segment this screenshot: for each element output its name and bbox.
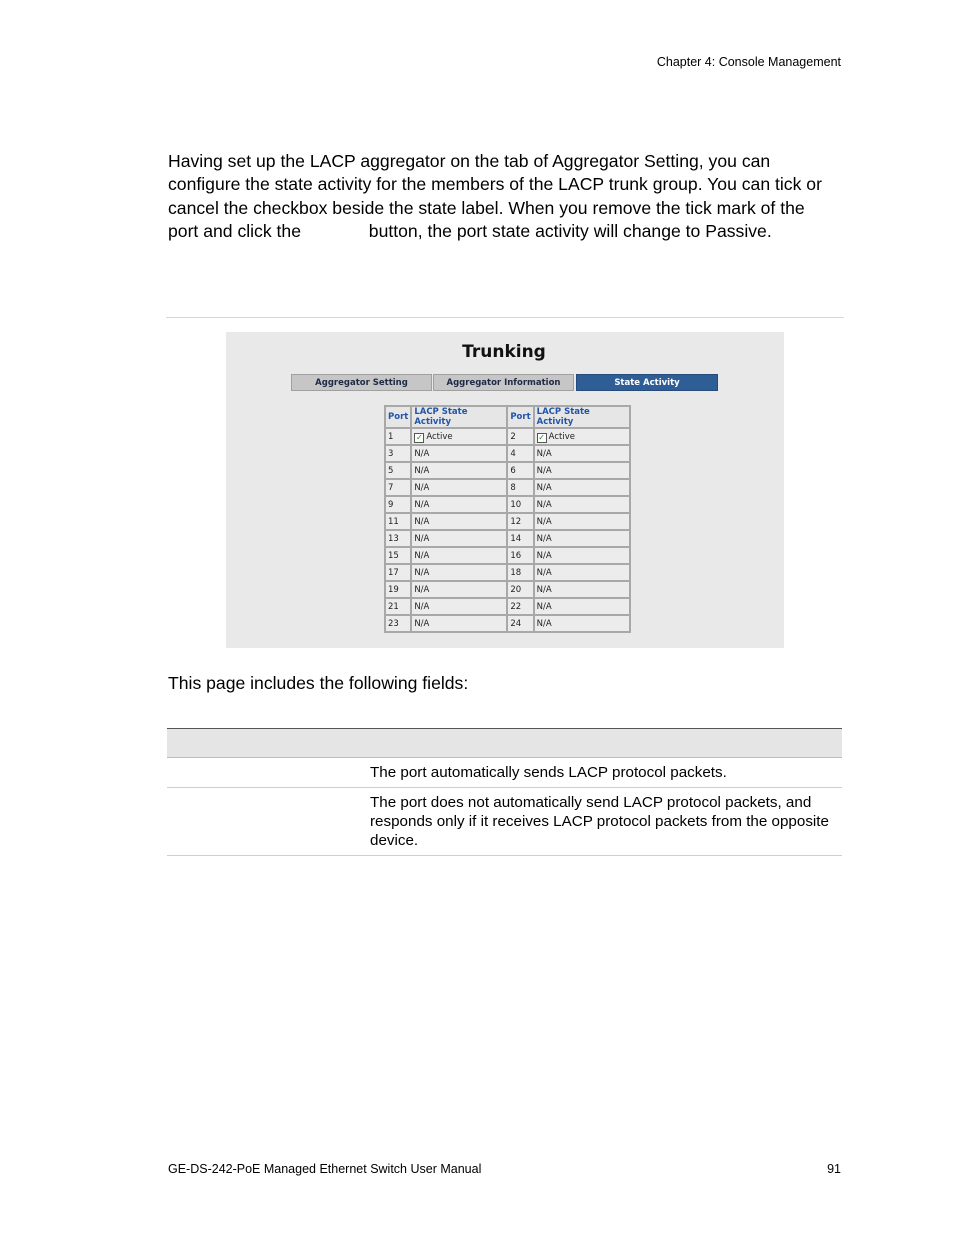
state-value: N/A	[534, 615, 630, 632]
port-number: 9	[385, 496, 411, 513]
port-number: 21	[385, 598, 411, 615]
table-row	[385, 615, 630, 632]
state-value: N/A	[411, 598, 507, 615]
table-row	[385, 581, 630, 598]
fields-header-row	[167, 729, 842, 758]
port-number: 3	[385, 445, 411, 462]
field-description: The port automatically sends LACP protocol packets.	[370, 758, 842, 788]
fields-header-field	[167, 729, 370, 758]
table-row	[385, 513, 630, 530]
state-value: N/A	[534, 462, 630, 479]
state-cell	[534, 428, 630, 445]
intro-text-part2: button, the port state activity will change to Passive.	[368, 220, 772, 241]
table-row	[385, 428, 630, 445]
fields-header-description	[370, 729, 842, 758]
tab-aggregator-information[interactable]: Aggregator Information	[433, 374, 574, 391]
state-value: N/A	[411, 564, 507, 581]
port-number: 4	[507, 445, 533, 462]
table-row	[385, 547, 630, 564]
port-number: 7	[385, 479, 411, 496]
column-header-lacp-state: LACP State Activity	[411, 406, 507, 428]
table-row	[167, 788, 842, 856]
trunking-title: Trunking	[462, 342, 546, 362]
field-name	[167, 788, 370, 856]
port-number: 18	[507, 564, 533, 581]
state-value: N/A	[411, 615, 507, 632]
port-number: 2	[507, 428, 533, 445]
column-header-port: Port	[385, 406, 411, 428]
port-number: 20	[507, 581, 533, 598]
port-number: 15	[385, 547, 411, 564]
table-row	[385, 564, 630, 581]
port-number: 23	[385, 615, 411, 632]
column-header-lacp-state: LACP State Activity	[534, 406, 630, 428]
state-cell	[411, 428, 507, 445]
table-row	[385, 598, 630, 615]
state-value: N/A	[411, 496, 507, 513]
column-header-port: Port	[507, 406, 533, 428]
table-row	[167, 758, 842, 788]
port-number: 6	[507, 462, 533, 479]
table-row	[385, 462, 630, 479]
table-row	[385, 496, 630, 513]
fields-table	[167, 728, 842, 856]
state-value: N/A	[534, 564, 630, 581]
port-number: 5	[385, 462, 411, 479]
port-number: 16	[507, 547, 533, 564]
state-value: N/A	[534, 496, 630, 513]
state-value: N/A	[534, 598, 630, 615]
table-header-row	[385, 406, 630, 428]
state-value: N/A	[534, 530, 630, 547]
tab-aggregator-setting[interactable]: Aggregator Setting	[291, 374, 432, 391]
state-value: N/A	[411, 530, 507, 547]
active-checkbox[interactable]: ✓	[415, 432, 423, 442]
state-value: N/A	[534, 581, 630, 598]
state-value: N/A	[534, 479, 630, 496]
state-value: N/A	[534, 445, 630, 462]
state-label: Active	[426, 431, 453, 442]
port-number: 11	[385, 513, 411, 530]
state-value: N/A	[534, 547, 630, 564]
port-number: 1	[385, 428, 411, 445]
field-name	[167, 758, 370, 788]
table-row	[385, 530, 630, 547]
state-value: N/A	[411, 513, 507, 530]
footer-page-number: 91	[827, 1162, 841, 1176]
state-value: N/A	[411, 445, 507, 462]
state-label: Active	[548, 431, 575, 442]
fields-intro: This page includes the following fields:	[168, 673, 469, 693]
state-value: N/A	[411, 479, 507, 496]
intro-paragraph	[168, 150, 838, 243]
port-number: 13	[385, 530, 411, 547]
port-number: 19	[385, 581, 411, 598]
port-number: 14	[507, 530, 533, 547]
chapter-header: Chapter 4: Console Management	[656, 55, 841, 69]
lacp-state-table	[384, 405, 631, 633]
section-divider	[166, 317, 844, 318]
tab-state-activity[interactable]: State Activity	[576, 374, 718, 391]
state-value: N/A	[411, 547, 507, 564]
footer-manual-title: GE-DS-242-PoE Managed Ethernet Switch User Manual	[168, 1162, 482, 1176]
state-value: N/A	[534, 513, 630, 530]
port-number: 17	[385, 564, 411, 581]
port-number: 22	[507, 598, 533, 615]
intro-text-part1: Having set up the LACP aggregator on the tab of Aggregator Setting, you can configure the state activity for the members of the LACP trunk group. You can tick or cancel the checkbox beside the state label. When you remove the tick mark of the port and click the	[168, 151, 822, 241]
active-checkbox[interactable]: ✓	[538, 432, 545, 442]
port-number: 24	[507, 615, 533, 632]
state-value: N/A	[411, 581, 507, 598]
table-row	[385, 479, 630, 496]
table-row	[385, 445, 630, 462]
state-value: N/A	[411, 462, 507, 479]
port-number: 8	[507, 479, 533, 496]
port-number: 12	[507, 513, 533, 530]
field-description: The port does not automatically send LACP protocol packets, and responds only if it receives LACP protocol packets from the opposite device.	[370, 788, 842, 856]
trunking-screenshot	[226, 332, 784, 648]
port-number: 10	[507, 496, 533, 513]
